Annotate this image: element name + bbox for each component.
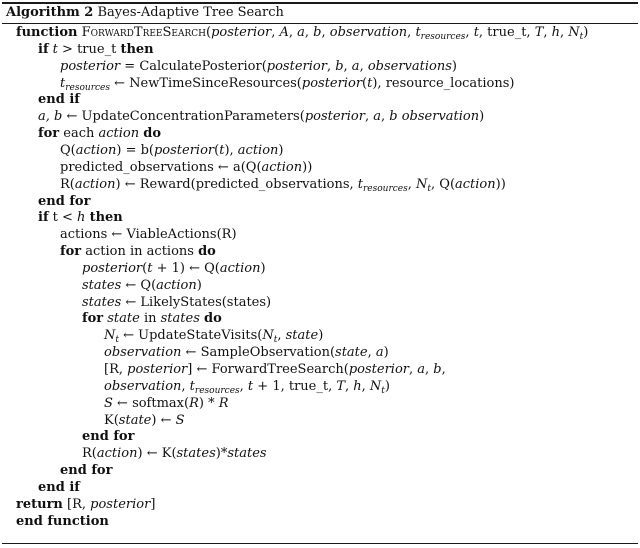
line-text: t — [60, 75, 66, 91]
line-text: posterior — [82, 260, 143, 276]
keyword: do — [204, 311, 222, 327]
line-text: ) — [451, 58, 457, 74]
keyword: end for — [60, 463, 113, 479]
line-text: ] ← ForwardTreeSearch( — [187, 362, 349, 377]
line-text: S — [104, 395, 113, 411]
algorithm-line — [104, 345, 389, 361]
line-text: a — [351, 58, 360, 74]
line-text: , — [181, 378, 190, 394]
line-text: state — [118, 412, 152, 428]
line-text: ) ← Reward(predicted_observations, — [115, 176, 358, 192]
line-text: ) — [479, 109, 485, 125]
line-text: t — [273, 335, 278, 346]
line-text: S — [175, 412, 185, 428]
line-text: posterior — [127, 362, 188, 377]
line-text: , — [364, 109, 374, 125]
line-text: N — [104, 328, 116, 344]
line-text: [R, — [104, 362, 128, 377]
algorithm-line — [38, 126, 161, 142]
line-text: action — [96, 446, 138, 462]
line-text: T — [336, 378, 346, 394]
algorithm-line — [60, 244, 216, 260]
line-text: R( — [82, 446, 97, 462]
line-text: action in actions — [81, 244, 199, 260]
line-text: )) — [302, 159, 313, 175]
line-text: ) — [383, 345, 389, 361]
line-text: , — [361, 378, 370, 394]
line-text: ← UpdateConcentrationParameters( — [62, 109, 305, 125]
algorithm-line — [60, 463, 112, 479]
line-text: = CalculatePosterior( — [120, 58, 267, 74]
line-text: ) = b( — [116, 142, 154, 158]
line-text: b — [433, 362, 442, 377]
line-text: ] — [150, 496, 156, 512]
line-text: ) ← — [151, 412, 176, 428]
algorithm-line — [16, 497, 155, 513]
algorithm-line — [104, 396, 229, 412]
line-text: T — [534, 25, 544, 40]
algorithm-caption — [6, 5, 284, 20]
line-text: , Q( — [431, 176, 456, 192]
line-text: ) — [318, 328, 324, 344]
algorithm-line — [38, 92, 80, 108]
line-text: each — [59, 126, 99, 142]
keyword: end for — [82, 429, 135, 445]
line-text: a, b — [38, 109, 63, 125]
line-text: , — [239, 378, 248, 394]
line-text: ) * — [198, 395, 219, 411]
caption-label: Algorithm 2 — [6, 5, 94, 20]
line-text: , — [359, 58, 368, 74]
line-text: , — [304, 25, 314, 40]
line-text: )) — [495, 176, 506, 192]
line-text: ← Q( — [121, 277, 157, 293]
line-text: , — [409, 362, 418, 377]
line-text: t — [147, 260, 153, 276]
line-text: , — [441, 362, 446, 377]
line-text: , — [381, 109, 390, 125]
line-text: N — [262, 328, 274, 344]
line-text: N — [369, 378, 382, 394]
line-text: ← UpdateStateVisits( — [119, 328, 263, 344]
line-text: a — [373, 109, 381, 125]
line-text: ) — [384, 378, 390, 394]
keyword: function — [16, 25, 78, 40]
line-text: a — [297, 25, 305, 40]
line-text: ) — [278, 142, 284, 158]
line-text: states — [160, 311, 200, 327]
caption-title: Bayes-Adaptive Tree Search — [97, 5, 284, 20]
line-text: b — [335, 58, 344, 74]
line-text: + 1, true_t, — [253, 378, 337, 394]
line-text: action — [261, 159, 303, 175]
keyword: for — [38, 126, 60, 142]
keyword: end if — [38, 92, 80, 108]
algorithm-line — [82, 261, 266, 277]
algorithm-line — [104, 413, 185, 429]
line-text: action — [156, 277, 197, 293]
line-text: state — [335, 345, 368, 361]
line-text: ) ← K( — [137, 446, 177, 462]
line-text: , — [326, 58, 336, 74]
line-text: , true_t, — [478, 25, 535, 40]
algorithm-line — [60, 177, 506, 193]
line-text: action — [219, 260, 261, 276]
line-text: t — [52, 41, 58, 57]
line-text: t — [357, 176, 363, 192]
algorithm-line — [104, 362, 446, 378]
line-text: , — [277, 328, 286, 344]
keyword: then — [120, 41, 154, 57]
line-text: h — [551, 25, 560, 40]
algorithm-line — [104, 328, 323, 344]
line-text: t < — [48, 210, 78, 226]
line-text: , — [345, 378, 354, 394]
algorithm-line — [60, 227, 237, 243]
line-text: posterior — [301, 75, 363, 91]
algorithm-line — [16, 25, 588, 41]
line-text: posterior — [211, 25, 272, 40]
line-text: , — [465, 25, 474, 40]
algorithm-line — [82, 295, 271, 311]
algorithm-line — [60, 76, 515, 92]
line-text: ) — [196, 277, 202, 293]
line-text: t — [367, 75, 373, 91]
line-text: action — [74, 176, 116, 192]
line-text: observation — [104, 345, 182, 361]
keyword: do — [143, 126, 162, 142]
line-text: N — [568, 25, 580, 40]
keyword: end function — [16, 513, 109, 529]
algorithm-line — [82, 429, 134, 445]
algorithm-line — [60, 143, 284, 159]
line-text: , — [407, 25, 416, 40]
line-text: ForwardTreeSearch — [81, 25, 206, 40]
line-text: t — [219, 142, 225, 158]
line-text: b observation — [389, 109, 480, 125]
line-text: action — [455, 176, 496, 192]
line-text: posterior — [90, 496, 151, 512]
line-text: posterior — [60, 58, 121, 74]
algorithm-line — [60, 160, 312, 176]
line-text: > true_t — [57, 41, 121, 57]
line-text: ← SampleObservation( — [181, 345, 336, 361]
line-text: states — [82, 294, 122, 310]
algorithm-line — [82, 278, 202, 294]
line-text: t — [115, 335, 119, 346]
algorithm-line — [38, 210, 123, 226]
line-text: state — [285, 328, 319, 344]
keyword: for — [60, 244, 82, 260]
line-text: , — [425, 362, 434, 377]
line-text: t — [381, 385, 385, 396]
line-text: R — [218, 395, 229, 411]
line-text: R — [189, 395, 199, 411]
line-text: h — [77, 210, 86, 226]
line-text: ← NewTimeSinceResources( — [109, 75, 302, 91]
line-text: t — [473, 25, 479, 40]
line-text: t — [579, 32, 584, 42]
keyword: then — [89, 210, 123, 226]
keyword: for — [82, 311, 104, 327]
algorithm-line — [60, 59, 457, 75]
top-rule — [2, 2, 638, 4]
algorithm-line — [38, 109, 484, 125]
keyword: if — [38, 210, 49, 226]
line-text: posterior — [348, 362, 409, 377]
line-text: resources — [420, 32, 466, 42]
keyword: end if — [38, 479, 80, 495]
line-text: action — [98, 126, 140, 142]
line-text: states — [227, 446, 267, 462]
line-text: in — [139, 311, 161, 327]
algorithm-line — [16, 514, 109, 530]
line-text: predicted_observations ← a(Q( — [60, 159, 262, 175]
line-text: ), resource_locations) — [372, 75, 515, 91]
line-text: Q( — [60, 142, 76, 158]
line-text: action — [237, 142, 279, 158]
line-text: action — [75, 142, 117, 158]
line-text: a — [375, 345, 384, 361]
line-text: , — [321, 25, 330, 40]
line-text: )* — [215, 446, 228, 462]
line-text: resources — [363, 183, 408, 194]
line-text: , — [343, 58, 352, 74]
line-text: observation — [329, 25, 408, 40]
line-text: t — [247, 378, 254, 394]
line-text: b — [313, 25, 322, 40]
line-text: ), — [224, 142, 238, 158]
line-text: actions ← ViableActions(R) — [60, 227, 237, 243]
line-text: , — [367, 345, 376, 361]
line-text: posterior — [304, 109, 365, 125]
line-text: states — [176, 446, 216, 462]
algorithm-line — [38, 42, 154, 58]
line-text: ( — [362, 75, 368, 91]
line-text: observation — [104, 378, 182, 394]
line-text: posterior — [266, 58, 327, 74]
line-text: N — [416, 176, 428, 192]
line-text: R( — [60, 176, 75, 192]
keyword: return — [16, 496, 63, 512]
line-text: resources — [194, 385, 240, 396]
line-text: [R, — [62, 496, 91, 512]
algorithm-line — [82, 311, 222, 327]
line-text: , — [271, 25, 280, 40]
keyword: if — [38, 41, 49, 57]
line-text: t — [189, 378, 195, 394]
bottom-rule — [2, 543, 638, 544]
caption-rule — [2, 23, 638, 24]
line-text: ) — [583, 25, 589, 40]
algorithm-line — [38, 480, 80, 496]
keyword: end for — [38, 193, 91, 209]
line-text: , — [288, 25, 298, 40]
line-text: t — [415, 25, 421, 40]
algorithm-line — [38, 194, 90, 210]
line-text: ) — [260, 260, 266, 276]
line-text: A — [279, 25, 289, 40]
line-text: observations — [367, 58, 452, 74]
line-text: resources — [65, 82, 110, 93]
line-text: states — [82, 277, 122, 293]
line-text: posterior — [153, 142, 215, 158]
line-text: K( — [104, 412, 119, 428]
line-text: ( — [142, 260, 148, 276]
algorithm-box — [2, 2, 638, 546]
line-text: ← softmax( — [112, 395, 190, 411]
line-text: ( — [205, 25, 212, 40]
keyword: do — [198, 244, 216, 260]
line-text: h — [353, 378, 362, 394]
line-text: state — [107, 311, 140, 327]
line-text: a — [417, 362, 426, 377]
line-text: ← LikelyStates(states) — [121, 294, 272, 310]
line-text: , — [407, 176, 417, 192]
algorithm-line — [104, 379, 390, 395]
line-text: , — [560, 25, 569, 40]
algorithm-line — [82, 446, 267, 462]
line-text: t — [427, 183, 432, 194]
line-text: ( — [214, 142, 220, 158]
line-text: + 1) ← Q( — [152, 260, 220, 276]
line-text: , — [543, 25, 552, 40]
